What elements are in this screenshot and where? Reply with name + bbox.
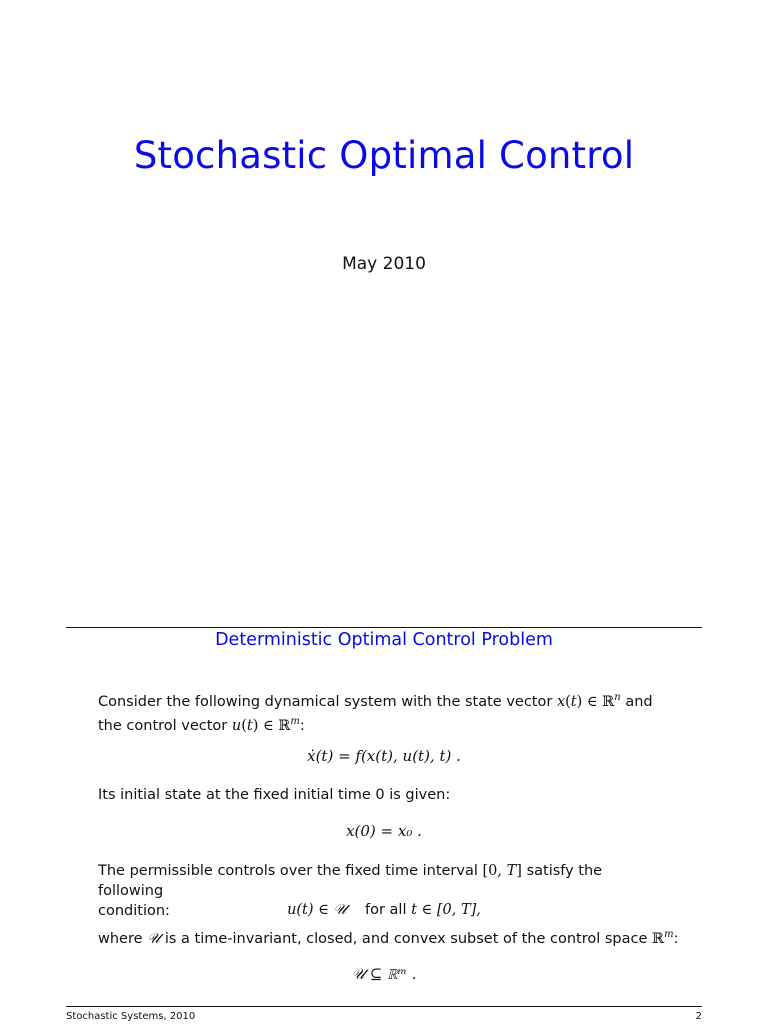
paragraph-initial-state: Its initial state at the fixed initial time 0 is given:	[98, 787, 451, 803]
equation-dynamics: ẋ(t) = f(x(t), u(t), t) .	[307, 747, 461, 765]
text-fragment: satisfy the following	[98, 863, 603, 899]
equation-initial-condition: x(0) = x₀ .	[346, 822, 422, 840]
equation-admissible-controls	[0, 902, 768, 918]
text-fragment: the control vector	[98, 717, 228, 734]
text-fragment: is a time-invariant, closed, and convex subset of the control space	[164, 930, 648, 947]
slide-title: Stochastic Optimal Control	[133, 134, 635, 177]
math-control-space: ℝ	[652, 930, 665, 947]
text-fragment: where	[98, 930, 143, 947]
footer-course-name: Stochastic Systems, 2010	[66, 1011, 196, 1022]
footer-divider	[66, 1006, 702, 1007]
math-interval: [0, T]	[482, 863, 522, 879]
text-fragment: The permissible controls over the fixed time interval	[98, 863, 478, 879]
math-time-range: t ∈ [0, T],	[411, 902, 481, 918]
math-control-in-set: u(t) ∈ 𝒰	[287, 902, 347, 918]
text-fragment: condition:	[98, 903, 170, 919]
slide-date: May 2010	[342, 254, 426, 274]
math-set-symbol: 𝒰	[147, 930, 161, 947]
footer-page-number: 2	[695, 1011, 702, 1022]
section-heading: Deterministic Optimal Control Problem	[215, 630, 553, 650]
paragraph-control-set: where 𝒰 is a time-invariant, closed, and convex subset of the control space ℝ$^m$:	[98, 929, 679, 947]
slide-divider	[66, 627, 702, 628]
text-fragment: for all	[364, 902, 407, 918]
math-control-vector: u	[231, 717, 242, 734]
text-fragment: Consider the following dynamical system with the state vector	[98, 693, 553, 710]
equation-set-inclusion: 𝒰 ⊆ ℝᵐ .	[351, 965, 417, 983]
text-fragment: and	[625, 693, 653, 710]
math-state-vector: x	[556, 693, 566, 710]
paragraph-system: Consider the following dynamical system with the state vector x(t) ∈ ℝ$^n$ and the control vector u(t) ∈ ℝ$^m$:	[98, 692, 653, 734]
